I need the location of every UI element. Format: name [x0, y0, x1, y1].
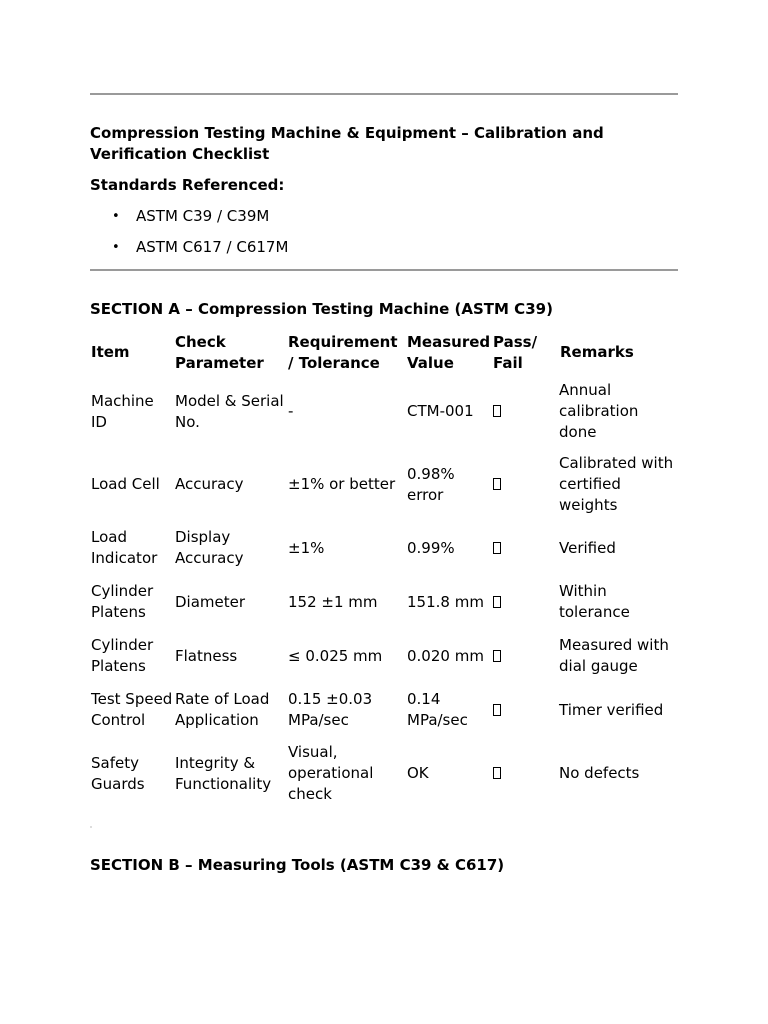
- cell-requirement: ±1%: [288, 538, 325, 557]
- standard-item: • ASTM C617 / C617M: [136, 237, 288, 258]
- cell-parameter: Integrity & Functionality: [175, 753, 272, 793]
- pass-check-icon: [493, 478, 501, 490]
- cell-remarks: Calibrated with certified weights: [559, 454, 674, 514]
- column-header-requirement: Requirement / Tolerance: [288, 332, 398, 372]
- section-a-heading: SECTION A – Compression Testing Machine (ASTM C39): [90, 300, 553, 318]
- table-row: [90, 448, 680, 521]
- cell-remarks: No defects: [559, 764, 640, 782]
- pass-check-icon: [493, 596, 501, 608]
- cell-pass-fail: [492, 448, 558, 521]
- table-row: [90, 375, 680, 448]
- cell-parameter: Rate of Load Application: [175, 690, 270, 729]
- column-header-parameter: Check Parameter: [175, 332, 264, 372]
- cell-requirement: Visual, operational check: [288, 743, 374, 803]
- cell-measured: 151.8 mm: [407, 592, 484, 611]
- cell-item: Safety Guards: [91, 753, 145, 793]
- cell-pass-fail: [492, 575, 558, 629]
- standards-divider: [90, 269, 678, 271]
- pass-check-icon: [493, 767, 501, 779]
- table-row: [90, 521, 680, 575]
- decorative-dot: [90, 826, 92, 828]
- section-b-heading: SECTION B – Measuring Tools (ASTM C39 & C617): [90, 856, 505, 874]
- standards-heading: Standards Referenced:: [90, 176, 285, 194]
- cell-measured: 0.98% error: [407, 464, 455, 504]
- cell-requirement: -: [288, 402, 294, 420]
- table-row: [90, 737, 680, 810]
- cell-parameter: Display Accuracy: [175, 528, 244, 567]
- cell-item: Load Cell: [91, 475, 160, 493]
- column-header-measured: Measured Value: [407, 332, 491, 372]
- checklist-table: [90, 330, 680, 810]
- cell-measured: CTM-001: [407, 402, 474, 420]
- table-row: [90, 629, 680, 683]
- cell-remarks: Within tolerance: [559, 582, 630, 621]
- cell-item: Cylinder Platens: [91, 636, 154, 675]
- cell-measured: 0.020 mm: [407, 646, 484, 665]
- cell-remarks: Verified: [559, 538, 616, 557]
- table-row: [90, 683, 680, 737]
- cell-remarks: Annual calibration done: [559, 381, 639, 441]
- table-row: [90, 575, 680, 629]
- top-divider: [90, 93, 678, 95]
- table-header-row: [90, 330, 680, 375]
- pass-check-icon: [493, 650, 501, 662]
- cell-measured: 0.99%: [407, 538, 455, 557]
- cell-pass-fail: [492, 737, 558, 810]
- cell-pass-fail: [492, 521, 558, 575]
- cell-parameter: Model & Serial No.: [175, 391, 284, 431]
- cell-requirement: ±1% or better: [288, 475, 396, 493]
- standard-item: • ASTM C39 / C39M: [136, 206, 269, 227]
- document-title: Compression Testing Machine & Equipment – Calibration and Verification Checklist: [90, 124, 604, 163]
- pass-check-icon: [493, 405, 501, 417]
- cell-requirement: ≤ 0.025 mm: [288, 646, 383, 665]
- cell-parameter: Flatness: [175, 646, 238, 665]
- cell-item: Machine ID: [91, 391, 154, 431]
- cell-remarks: Measured with dial gauge: [559, 636, 669, 675]
- pass-check-icon: [493, 704, 501, 716]
- cell-requirement: 0.15 ±0.03 MPa/sec: [288, 690, 373, 729]
- pass-check-icon: [493, 542, 501, 554]
- cell-measured: 0.14 MPa/sec: [407, 690, 468, 729]
- cell-requirement: 152 ±1 mm: [288, 592, 378, 611]
- cell-item: Load Indicator: [91, 528, 158, 567]
- cell-remarks: Timer verified: [559, 700, 664, 719]
- cell-pass-fail: [492, 683, 558, 737]
- cell-pass-fail: [492, 629, 558, 683]
- cell-parameter: Accuracy: [175, 475, 244, 493]
- column-header-pass-fail: Pass/ Fail: [493, 332, 538, 372]
- cell-pass-fail: [492, 375, 558, 448]
- cell-item: Test Speed Control: [91, 690, 173, 729]
- cell-measured: OK: [407, 764, 429, 782]
- cell-parameter: Diameter: [175, 592, 246, 611]
- cell-item: Cylinder Platens: [91, 582, 154, 621]
- column-header-remarks: Remarks: [560, 343, 634, 361]
- column-header-item: Item: [91, 343, 130, 361]
